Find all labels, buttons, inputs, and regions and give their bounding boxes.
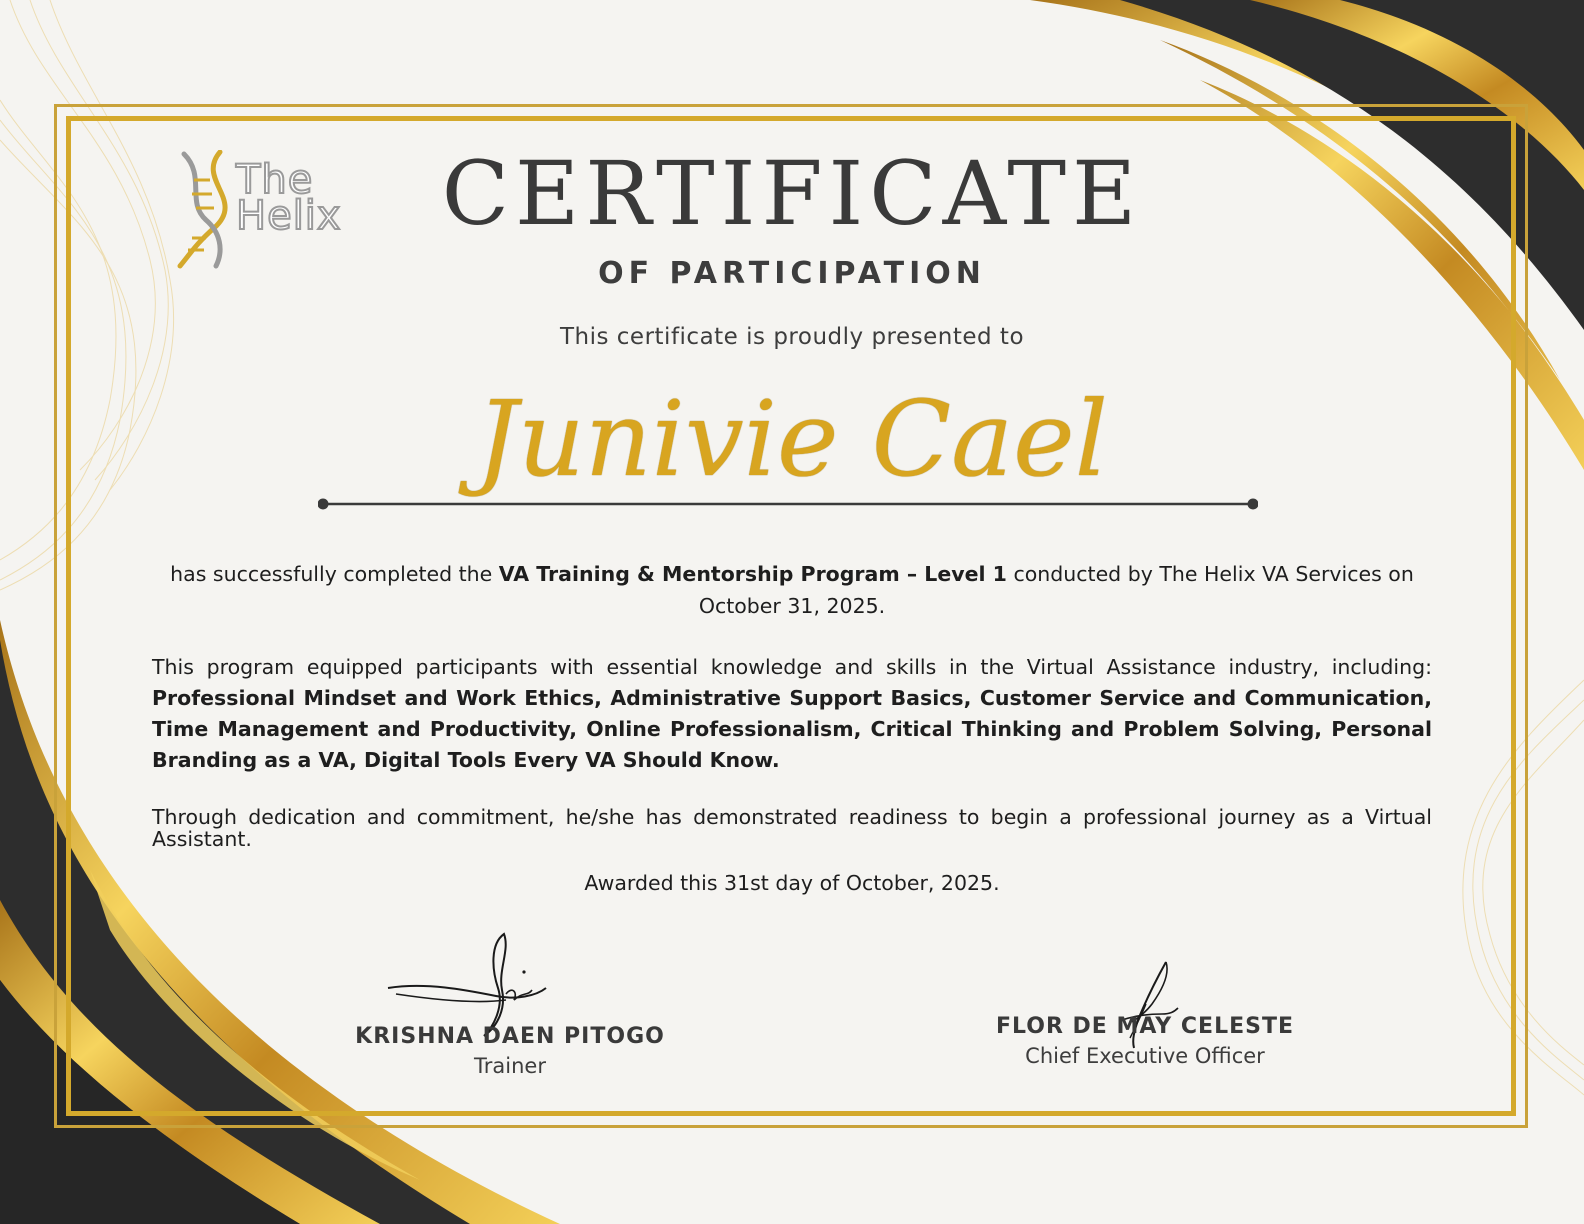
recipient-name: Junivie Cael [476,378,1108,500]
certificate-title: CERTIFICATE [441,142,1143,245]
program-name: VA Training & Mentorship Program – Level 1 [498,562,1007,586]
trainer-name: KRISHNA DAEN PITOGO [355,1024,665,1049]
completion-text-post: conducted by The Helix VA Services on October 31, 2025. [698,562,1414,618]
ceo-role: Chief Executive Officer [1025,1044,1265,1068]
program-description-intro: This program equipped participants with essential knowledge and skills in the Virtual Assistance industry, including: [152,655,1432,679]
completion-paragraph [160,558,1424,622]
program-topics: Professional Mindset and Work Ethics, Administrative Support Basics, Customer Service and Communication, Time Management and Productivity, Online Professionalism, Critical Thinking and Problem Solving, Personal Branding as a VA, Digital Tools Every VA Should Know. [152,686,1432,772]
completion-text-pre: has successfully completed the [170,562,499,586]
presented-to-text: This certificate is proudly presented to [559,324,1025,350]
readiness-paragraph: Through dedication and commitment, he/she has demonstrated readiness to begin a professional journey as a Virtual Assistant. [152,805,1432,851]
certificate-subtitle: OF PARTICIPATION [598,256,986,291]
ceo-name: FLOR DE MAY CELESTE [995,1014,1295,1039]
awarded-date: Awarded this 31st day of October, 2025. [584,871,1000,895]
logo-line-1: The [236,157,314,203]
name-underline [318,496,1258,512]
trainer-role: Trainer [474,1054,546,1078]
logo-line-2: Helix [236,193,342,239]
program-description [152,652,1432,776]
